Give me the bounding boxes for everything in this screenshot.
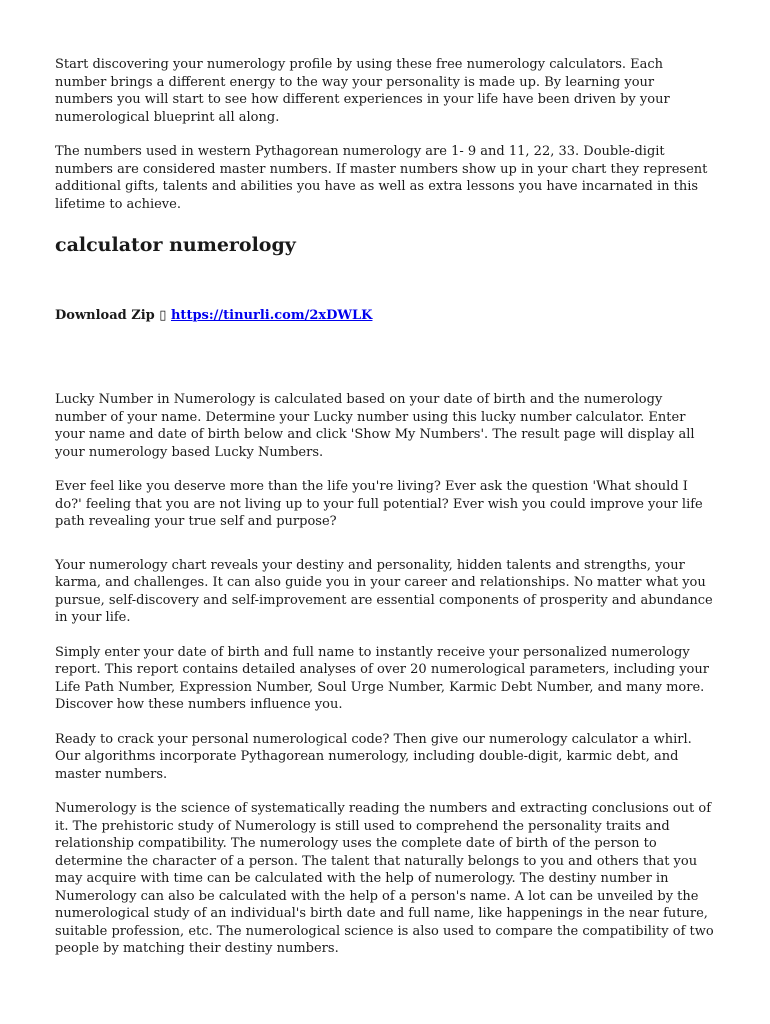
- paragraph-ready-to-crack: Ready to crack your personal numerological code? Then give our numerology calculator a whirl. Our algorithms incorporate Pythagorean numerology, including double-digit, karmic debt, and master numbers.: [55, 731, 692, 782]
- missing-glyph-icon: ▯: [159, 308, 167, 323]
- paragraph-ever-feel: Ever feel like you deserve more than the life you're living? Ever ask the question 'What should I do?' feeling that you are not living up to your full potential? Ever wish you could improve your life path revealing your true self and purpose?: [55, 479, 703, 529]
- download-link[interactable]: https://tinurli.com/2xDWLK: [170, 308, 373, 323]
- download-line: [55, 307, 715, 324]
- paragraph-lucky-number: Lucky Number in Numerology is calculated based on your date of birth and the numerology number of your name. Determine your Lucky number using this lucky number calculator. Enter your name and date of birth below and click 'Show My Numbers'. The result page will display all your numerology based Lucky Numbers.: [55, 392, 695, 460]
- paragraph-numerology-chart: Your numerology chart reveals your destiny and personality, hidden talents and strengths, your karma, and challenges. It can also guide you in your career and relationships. No matter what you pursue, self-discovery and self-improvement are essential components of prosperity and abundance in your life.: [55, 557, 713, 625]
- paragraph-numerology-science: Numerology is the science of systematically reading the numbers and extracting conclusions out of it. The prehistoric study of Numerology is still used to comprehend the personality traits and relationship compatibility. The numerology uses the complete date of birth of the person to determine the character of a person. The talent that naturally belongs to you and others that you may acquire with time can be calculated with the help of numerology. The destiny number in Numerology can also be calculated with the help of a person's name. A lot can be unveiled by the numerological study of an individual's birth date and full name, like happenings in the near future, suitable profession, etc. The numerological science is also used to compare the compatibility of two people by matching their destiny numbers.: [55, 801, 714, 956]
- intro-paragraph-2: The numbers used in western Pythagorean numerology are 1- 9 and 11, 22, 33. Double-digit numbers are considered master numbers. If master numbers show up in your chart they represent additional gifts, talents and abilities you have as well as extra lessons you have incarnated in this lifetime to achieve.: [55, 144, 708, 212]
- document-page: [55, 56, 715, 975]
- intro-paragraph-1: Start discovering your numerology profile by using these free numerology calculators. Each number brings a different energy to the way your personality is made up. By learning your numbers you will start to see how different experiences in your life have been driven by your numerological blueprint all along.: [55, 57, 670, 125]
- download-label: Download Zip: [55, 308, 155, 323]
- paragraph-simply-enter: Simply enter your date of birth and full name to instantly receive your personalized numerology report. This report contains detailed analyses of over 20 numerological parameters, including your Life Path Number, Expression Number, Soul Urge Number, Karmic Debt Number, and many more. Discover how these numbers influence you.: [55, 644, 709, 712]
- page-heading: calculator numerology: [55, 234, 296, 256]
